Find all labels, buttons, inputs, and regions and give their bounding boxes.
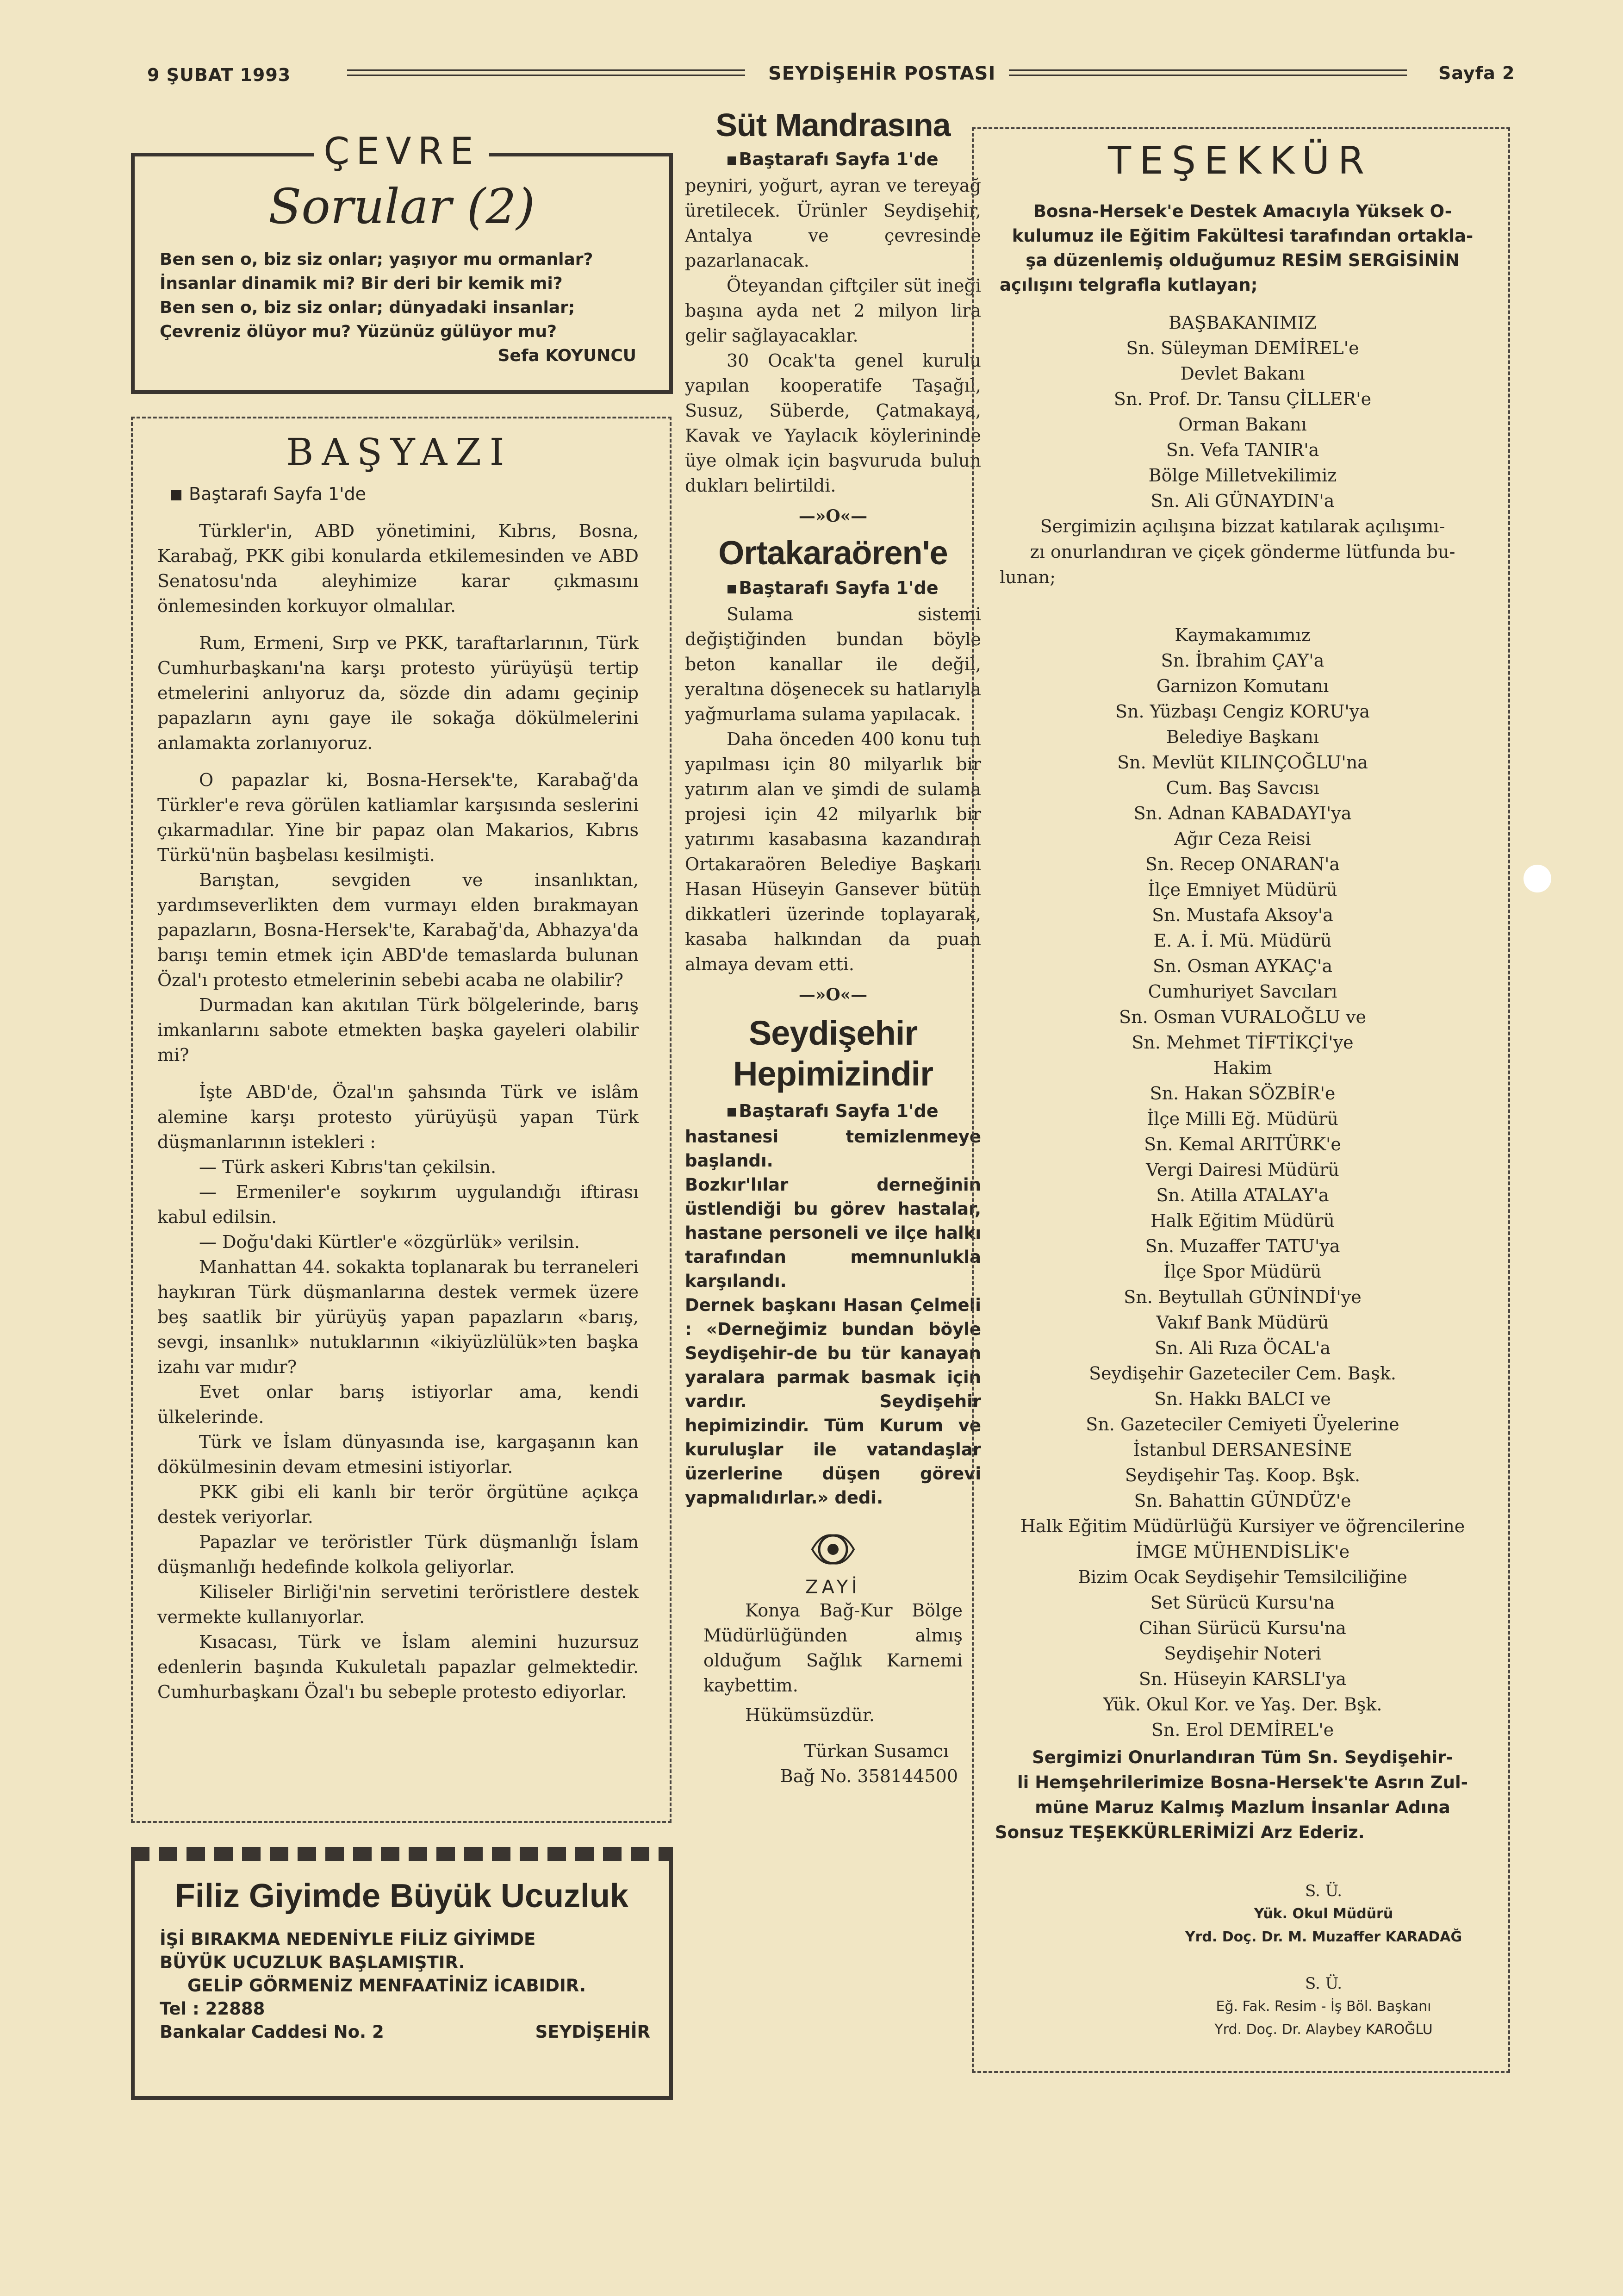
orta-continued xyxy=(685,578,981,598)
paragraph: 30 Ocak'ta genel kurulu yapılan kooperatife Taşağıl, Susuz, Süberde, Çatmakaya, Kavak ve Yaylacık köylerininde üye olmak için başvuruda bulun dukları belirtildi. xyxy=(685,350,981,496)
list-item: BAŞBAKANIMIZ xyxy=(1169,312,1317,333)
list-item: Cum. Baş Savcısı xyxy=(1166,778,1319,798)
list-item: Sn. Atilla ATALAY'a xyxy=(1156,1185,1329,1205)
list-item: İlçe Spor Müdürü xyxy=(1163,1261,1322,1282)
list-item: Seydişehir Noteri xyxy=(1164,1643,1321,1664)
paragraph: — Doğu'daki Kürtler'e «özgürlük» verilsin. xyxy=(199,1232,580,1252)
list-item: Sn. Hakkı BALCI ve xyxy=(1154,1389,1331,1409)
issue-date: 9 ŞUBAT 1993 xyxy=(147,65,291,85)
paragraph: — Ermeniler'e soykırım uygulandığı iftirası kabul edilsin. xyxy=(157,1182,639,1227)
ornament-icon xyxy=(685,1529,981,1572)
list-item: Ağır Ceza Reisi xyxy=(1174,829,1311,849)
sig-line: S. Ü. xyxy=(1305,1974,1343,1993)
poem-author: Sefa KOYUNCU xyxy=(497,346,636,365)
ad-line: GELİP GÖRMENİZ MENFAATİNİZ İCABIDIR. xyxy=(187,1976,586,1996)
cevre-title: ÇEVRE xyxy=(314,130,489,173)
list-item: İlçe Milli Eğ. Müdürü xyxy=(1147,1109,1338,1129)
poem-line: Ben sen o, biz siz onlar; yaşıyor mu ormanlar? xyxy=(160,250,593,269)
paragraph: Konya Bağ-Kur Bölge Müdürlüğünden almış olduğum Sağlık Karnemi kaybettim. xyxy=(703,1600,963,1696)
mid-line: zı onurlandıran ve çiçek gönderme lütfunda bu- xyxy=(1030,542,1455,562)
list-item: Sn. Erol DEMİREL'e xyxy=(1151,1720,1334,1740)
paragraph: peyniri, yoğurt, ayran ve tereyağ üretilecek. Ürünler Seydişehir, Antalya ve çevresinde pazarlanacak. xyxy=(685,175,981,271)
mid-line: lunan; xyxy=(1000,567,1056,587)
continued-label: Baştarafı Sayfa 1'de xyxy=(739,578,939,598)
paragraph: Durmadan kan akıtılan Türk bölgelerinde, barış imkanlarını sabote etmekten başka gayeleri olabilir mi? xyxy=(157,995,639,1065)
list-item: Halk Eğitim Müdürlüğü Kursiyer ve öğrencilerine xyxy=(1020,1516,1465,1536)
list-item: Sn. Ali GÜNAYDIN'a xyxy=(1150,491,1335,511)
list-item: İMGE MÜHENDİSLİK'e xyxy=(1135,1541,1350,1562)
list-item: Sn. Süleyman DEMİREL'e xyxy=(1126,338,1359,358)
closing-line: müne Maruz Kalmış Mazlum İnsanlar Adına xyxy=(1035,1797,1450,1817)
list-item: Seydişehir Taş. Koop. Bşk. xyxy=(1125,1465,1361,1485)
header-rule-left xyxy=(347,69,745,76)
tesekkur-intro xyxy=(1000,199,1486,297)
sig-line: Yrd. Doç. Dr. Alaybey KAROĞLU xyxy=(1214,2021,1433,2038)
list-item: Set Sürücü Kursu'na xyxy=(1150,1592,1335,1613)
paragraph: Türk ve İslam dünyasında ise, kargaşanın kan dökülmesinin devam etmesini istiyorlar. xyxy=(157,1432,639,1477)
seydisehir-continued xyxy=(685,1101,981,1121)
list-item: Sn. Recep ONARAN'a xyxy=(1145,854,1340,874)
ad-line: BÜYÜK UCUZLUK BAŞLAMIŞTIR. xyxy=(160,1953,465,1972)
paragraph: — Türk askeri Kıbrıs'tan çekilsin. xyxy=(199,1157,497,1177)
tesekkur-list-1 xyxy=(1000,310,1486,590)
paragraph: PKK gibi eli kanlı bir terör örgütüne açıkça destek veriyorlar. xyxy=(157,1482,639,1527)
list-item: Vakıf Bank Müdürü xyxy=(1156,1312,1329,1333)
tesekkur-closing xyxy=(995,1745,1490,1845)
list-item: Sn. Mevlüt KILINÇOĞLU'na xyxy=(1117,752,1368,773)
square-bullet-icon xyxy=(728,585,736,593)
sut-body xyxy=(685,173,981,498)
list-item: Sn. Bahattin GÜNDÜZ'e xyxy=(1134,1491,1351,1511)
sig-line: S. Ü. xyxy=(1305,1882,1343,1900)
list-item: Vergi Dairesi Müdürü xyxy=(1146,1160,1339,1180)
list-item: Sn. Mehmet TİFTİKÇİ'ye xyxy=(1132,1032,1354,1053)
list-item: Sn. Osman AYKAÇ'a xyxy=(1152,956,1332,976)
list-item: Orman Bakanı xyxy=(1178,414,1307,435)
ad-city: SEYDİŞEHİR xyxy=(535,2022,650,2042)
square-bullet-icon xyxy=(728,1108,736,1117)
ad-top-border xyxy=(131,1847,673,1861)
intro-line: açılışını telgrafla kutlayan; xyxy=(1000,275,1258,295)
closing-line: Sergimizi Onurlandıran Tüm Sn. Seydişehir- xyxy=(1032,1747,1453,1767)
list-item: Kaymakamımız xyxy=(1175,625,1311,645)
list-item: Sn. Ali Rıza ÖCAL'a xyxy=(1154,1338,1331,1358)
sut-continued xyxy=(685,149,981,169)
signature-1 xyxy=(1157,1879,1490,1949)
list-item: Bizim Ocak Seydişehir Temsilciliğine xyxy=(1078,1567,1407,1587)
list-item: Sn. Beytullah GÜNİNDİ'ye xyxy=(1124,1287,1362,1307)
ad-address-row xyxy=(160,2021,650,2044)
list-item: E. A. İ. Mü. Müdürü xyxy=(1153,930,1332,951)
separator: —»O«— xyxy=(798,985,868,1004)
poem-line: Çevreniz ölüyor mu? Yüzünüz gülüyor mu? xyxy=(160,322,557,341)
paragraph: Evet onlar barış istiyorlar ama, kendi ülkelerinde. xyxy=(157,1382,639,1427)
list-item: Sn. Vefa TANIR'a xyxy=(1166,440,1319,460)
list-item: Belediye Başkanı xyxy=(1166,727,1319,747)
poem-line: Ben sen o, biz siz onlar; dünyadaki insanlar; xyxy=(160,298,575,317)
punch-hole xyxy=(1524,865,1551,892)
paragraph: Papazlar ve teröristler Türk düşmanlığı İslam düşmanlığı hedefinde kolkola geliyorlar. xyxy=(157,1532,639,1577)
ad-tel: Tel : 22888 xyxy=(160,1999,265,2019)
list-item: Sn. Prof. Dr. Tansu ÇİLLER'e xyxy=(1113,389,1372,409)
paragraph: Rum, Ermeni, Sırp ve PKK, taraftarlarının, Türk Cumhurbaşkanı'na karşı protesto yürüyüşü tertip etmelerini anlıyoruz da, sözde din adamı geçinip papazların aynı gaye ile sokağa dökülmelerini anlamakta zorlanıyoruz. xyxy=(157,633,639,753)
seydisehir-title-1: Seydişehir xyxy=(748,1014,918,1052)
middle-column xyxy=(685,106,981,1789)
paragraph: O papazlar ki, Bosna-Hersek'te, Karabağ'da Türkler'e reva görülen katliamlar karşısında seslerini çıkarmadılar. Yine bir papaz olan Makarios, Kıbrıs Türkü'nün başbelası kesilmişti. xyxy=(157,770,639,865)
poem-line: İnsanlar dinamik mi? Bir deri bir kemik mi? xyxy=(160,274,563,293)
list-item: İlçe Emniyet Müdürü xyxy=(1148,880,1337,900)
ad-title: Filiz Giyimde Büyük Ucuzluk xyxy=(174,1878,629,1915)
continued-label: Baştarafı Sayfa 1'de xyxy=(739,149,939,169)
list-item: Yük. Okul Kor. ve Yaş. Der. Bşk. xyxy=(1103,1694,1382,1715)
paragraph: Kısacası, Türk ve İslam alemini huzursuz edenlerin başında Kukuletalı papazlar gelmektedir. Cumhurbaşkanı Özal'ı bu sebeple protesto ediyorlar. xyxy=(157,1632,639,1702)
paragraph: Barıştan, sevgiden ve insanlıktan, yardımseverlikten dem vurmayı elden bırakmayan papazların, Bosna-Hersek'te, Karabağ'da, Abhazya'da barışı temin etmek için ABD'de temaslarda bulunan Özal'ı protesto etmelerinin sebebi acaba ne olabilir? xyxy=(157,870,639,990)
intro-line: şa düzenlemiş olduğumuz RESİM SERGİSİNİN xyxy=(1026,250,1460,270)
zayi-note: Hükümsüzdür. xyxy=(745,1705,875,1725)
page-number: Sayfa 2 xyxy=(1438,63,1515,83)
ad-body xyxy=(160,1928,650,2044)
list-item: Sn. Mustafa Aksoy'a xyxy=(1152,905,1333,925)
basyazi-title: BAŞYAZI xyxy=(286,430,513,474)
paragraph: Bozkır'lılar derneğinin üstlendiği bu görev hastalar, hastane personeli ve ilçe halkı tarafından memnunlukla karşılandı. xyxy=(685,1175,981,1291)
list-item: Cihan Sürücü Kursu'na xyxy=(1139,1618,1346,1638)
cevre-poem xyxy=(160,248,650,368)
basyazi-continued xyxy=(171,484,366,504)
orta-body xyxy=(685,602,981,977)
paragraph: Öteyandan çiftçiler süt ineği başına ayda net 2 milyon lira gelir sağlayacaklar. xyxy=(685,275,981,346)
paragraph: İşte ABD'de, Özal'ın şahsında Türk ve islâm alemine karşı protesto yürüyüşü yapan Türk düşmanlarının istekleri : xyxy=(157,1082,639,1152)
list-item: Sn. Gazeteciler Cemiyeti Üyelerine xyxy=(1086,1414,1399,1435)
square-bullet-icon xyxy=(728,156,736,165)
list-item: Cumhuriyet Savcıları xyxy=(1148,981,1337,1002)
list-item: Garnizon Komutanı xyxy=(1156,676,1329,696)
paragraph: Sulama sistemi değiştiğinden bundan böyle beton kanallar ile değil, yeraltına döşenecek su hatlarıyla yağmurlama sulama yapılacak. xyxy=(685,604,981,724)
tesekkur-list-2 xyxy=(1000,623,1486,1743)
list-item: Hakim xyxy=(1213,1058,1272,1078)
signature-2 xyxy=(1157,1972,1490,2041)
orta-title: Ortakaraören'e xyxy=(718,535,948,572)
continued-label: Baştarafı Sayfa 1'de xyxy=(739,1101,939,1121)
header-rule-right xyxy=(1009,69,1407,76)
seydisehir-title-2: Hepimizindir xyxy=(733,1054,933,1093)
list-item: Sn. Hüseyin KARSLI'ya xyxy=(1138,1669,1347,1689)
continued-label: Baştarafı Sayfa 1'de xyxy=(189,484,367,504)
zayi-number: Bağ No. 358144500 xyxy=(780,1766,958,1786)
closing-line: li Hemşehrilerimize Bosna-Hersek'te Asrın Zul- xyxy=(1017,1772,1468,1792)
paragraph: Dernek başkanı Hasan Çelmeli : «Derneğimiz bundan böyle Seydişehir-de bu tür kanayan yaralara parmak basmak için vardır. Seydişehir hepimizindir. Tüm Kurum ve kuruluşlar ile vatandaşlar üzerlerine düşen görevi yapmalıdırlar.» dedi. xyxy=(685,1295,981,1508)
paragraph: Manhattan 44. sokakta toplanarak bu terraneleri haykıran Türk düşmanlarına destek vermek üzere beş saatlik bir yürüyüş yapan papazların «barış, sevgi, insanlık» nutuklarının «ikiyüzlülük»ten başka izahı var mıdır? xyxy=(157,1257,639,1377)
list-item: Sn. İbrahim ÇAY'a xyxy=(1161,650,1325,671)
zayi-name: Türkan Susamcı xyxy=(804,1741,949,1761)
seydisehir-body xyxy=(685,1125,981,1510)
basyazi-body xyxy=(157,518,639,1704)
closing-line: Sonsuz TEŞEKKÜRLERİMİZİ Arz Ederiz. xyxy=(995,1822,1365,1842)
sig-line: Eğ. Fak. Resim - İş Böl. Başkanı xyxy=(1216,1998,1431,2015)
ad-line: İŞİ BIRAKMA NEDENİYLE FİLİZ GİYİMDE xyxy=(160,1929,536,1949)
paragraph: hastanesi temizlenmeye başlandı. xyxy=(685,1127,981,1171)
zayi-body xyxy=(685,1598,981,1789)
tesekkur-title: TEŞEKKÜR xyxy=(1107,139,1373,183)
newspaper-name: SEYDİŞEHİR POSTASI xyxy=(768,63,996,84)
list-item: Devlet Bakanı xyxy=(1180,363,1305,384)
cevre-header xyxy=(131,130,672,173)
list-item: Sn. Hakan SÖZBİR'e xyxy=(1150,1083,1336,1104)
list-item: Sn. Muzaffer TATU'ya xyxy=(1145,1236,1340,1256)
list-item: Seydişehir Gazeteciler Cem. Başk. xyxy=(1089,1363,1396,1384)
zayi-title: ZAYİ xyxy=(805,1577,861,1598)
square-bullet-icon xyxy=(171,490,181,500)
paragraph: Daha önceden 400 konu tun yapılması için 80 milyarlık bir yatırım alan ve şimdi de sulama projesi için 42 milyarlık bir yatırımı kasabasına kazandıran Ortakaraören Belediye Başkanı Hasan Hüseyin Gansever bütün dikkatleri üzerinde toplayarak, kasaba halkından da puan almaya devam etti. xyxy=(685,729,981,974)
sig-line: Yrd. Doç. Dr. M. Muzaffer KARADAĞ xyxy=(1185,1929,1462,1945)
paragraph: Kiliseler Birliği'nin servetini teröristlere destek vermekte kullanıyorlar. xyxy=(157,1582,639,1627)
list-item: Halk Eğitim Müdürü xyxy=(1150,1210,1335,1231)
cevre-subtitle: Sorular (2) xyxy=(268,178,535,235)
ad-address: Bankalar Caddesi No. 2 xyxy=(160,2022,384,2042)
intro-line: Bosna-Hersek'e Destek Amacıyla Yüksek O- xyxy=(1033,201,1452,221)
list-item: Bölge Milletvekilimiz xyxy=(1148,465,1337,486)
paragraph: Türkler'in, ABD yönetimini, Kıbrıs, Bosna, Karabağ, PKK gibi konularda etkilemesinden ve ABD Senatosu'nda aleyhimize karar çıkmasını önlemesinden korkuyor olmalılar. xyxy=(157,521,639,616)
list-item: Sn. Yüzbaşı Cengiz KORU'ya xyxy=(1115,701,1370,722)
sut-title: Süt Mandrasına xyxy=(715,107,951,143)
list-item: Sn. Adnan KABADAYI'ya xyxy=(1133,803,1352,824)
intro-line: kulumuz ile Eğitim Fakültesi tarafından ortakla- xyxy=(1012,226,1474,246)
sig-line: Yük. Okul Müdürü xyxy=(1254,1906,1393,1922)
list-item: Sn. Kemal ARITÜRK'e xyxy=(1144,1134,1341,1154)
mid-line: Sergimizin açılışına bizzat katılarak açılışımı- xyxy=(1040,516,1445,537)
list-item: Sn. Osman VURALOĞLU ve xyxy=(1119,1007,1367,1027)
list-item: İstanbul DERSANESİNE xyxy=(1133,1440,1352,1460)
separator: —»O«— xyxy=(798,506,868,526)
